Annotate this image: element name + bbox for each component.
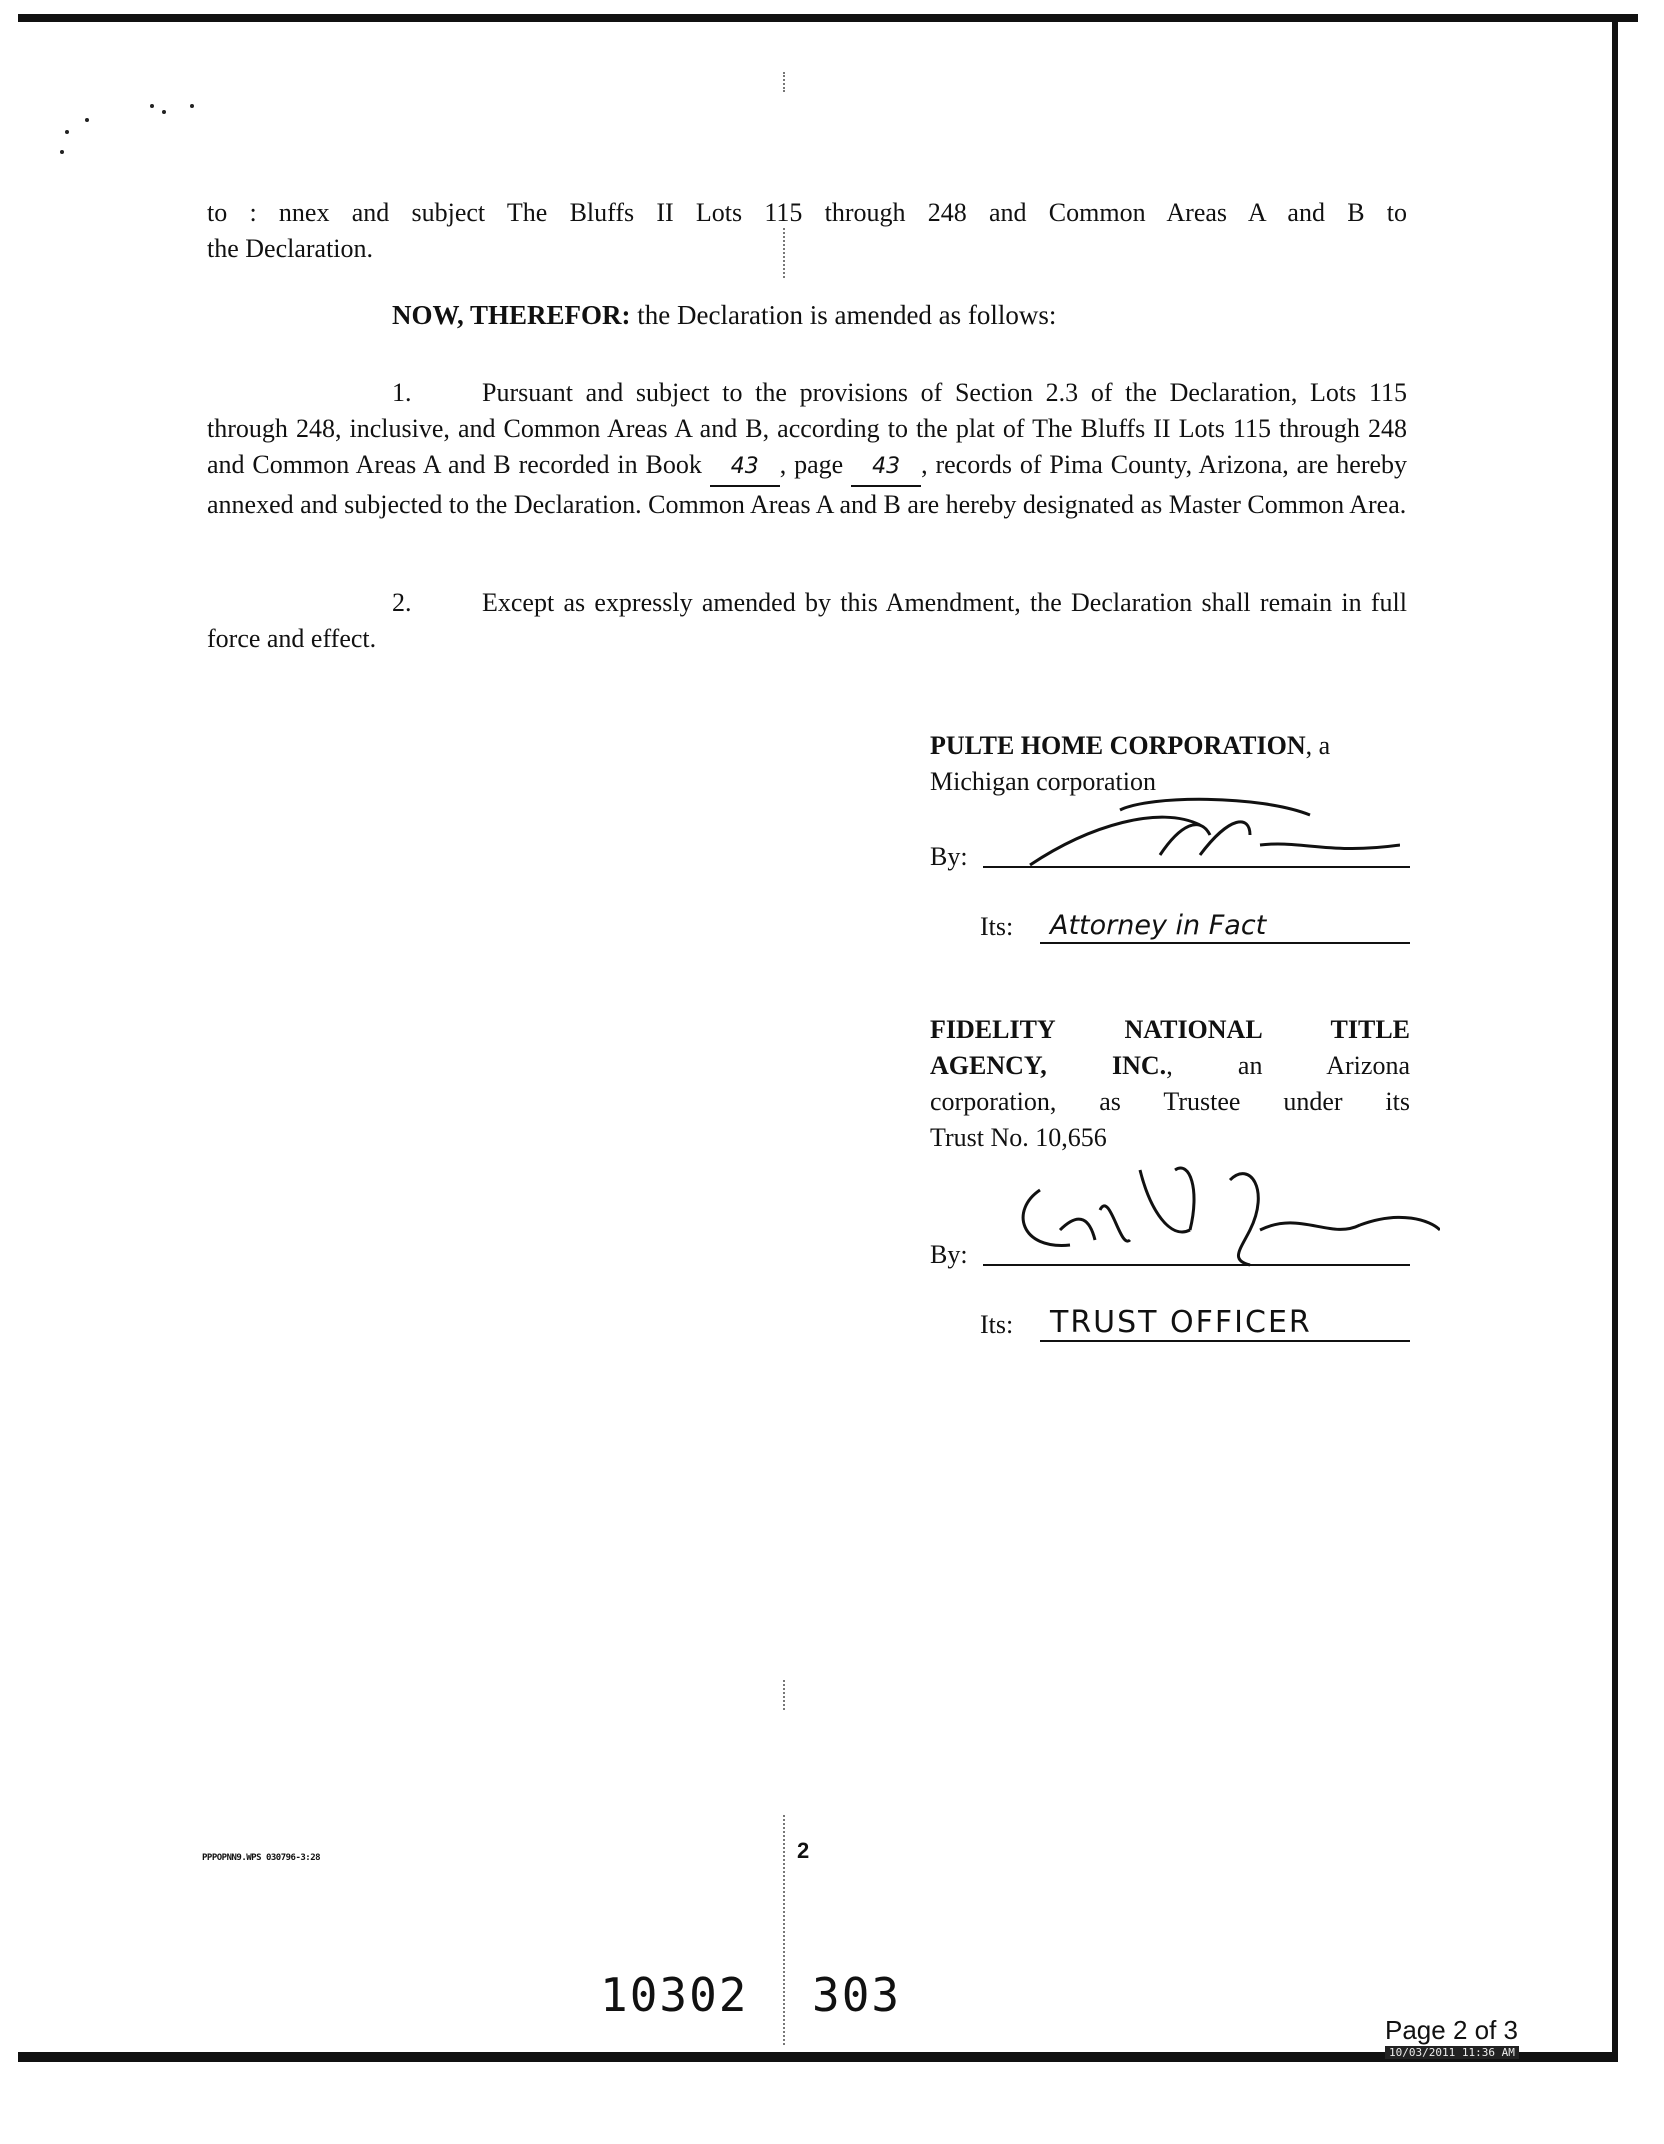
scan-speck (162, 110, 166, 114)
paragraph-1-text-a: Pursuant and subject to the provisions of Section 2.3 of the Declaration, Lots 115 through 248, inclusive, and Common Areas A and B, according to the plat of The Bluffs II Lots 115 through 248 and Common Areas A and B recorded in Book (207, 378, 1407, 479)
now-therefore-heading (392, 300, 1056, 331)
scan-speck (65, 130, 69, 134)
fidelity-line-3: corporation, as Trustee under its (930, 1087, 1410, 1116)
pulte-name-suffix: , a (1305, 731, 1331, 760)
heading-bold: NOW, THEREFOR: (392, 300, 631, 330)
scan-speck (150, 104, 154, 108)
pulte-name: PULTE HOME CORPORATION (930, 731, 1306, 760)
paragraph-1 (207, 375, 1407, 523)
preamble-line-1: to : nnex and subject The Bluffs II Lots 115 through 248 and Common Areas A and B to (207, 198, 1407, 227)
page-blank: 43 (851, 449, 921, 487)
fidelity-line-2-rest: , an Arizona (1166, 1051, 1410, 1080)
fold-mark (783, 1680, 787, 1710)
scan-speck (60, 150, 64, 154)
paragraph-1-text-b: , page (779, 450, 844, 479)
pulte-by-label: By: (930, 842, 968, 871)
fidelity-line-2-bold: AGENCY, INC. (930, 1051, 1167, 1080)
fidelity-its-value: TRUST OFFICER (1050, 1305, 1312, 1340)
page-of-total: Page 2 of 3 (1385, 2015, 1518, 2045)
scan-speck (85, 118, 89, 122)
scan-border-right (1612, 14, 1618, 2060)
pulte-its-label: Its: (980, 912, 1014, 941)
page-number: 2 (797, 1838, 810, 1863)
fold-mark (783, 72, 787, 92)
paragraph-1-number: 1. (392, 378, 412, 407)
scan-speck (190, 104, 194, 108)
recording-page: 303 (812, 1968, 902, 2022)
scan-border-bottom (18, 2052, 1618, 2062)
fidelity-by-label: By: (930, 1240, 968, 1269)
fidelity-its-line (1040, 1340, 1410, 1342)
fidelity-its-label: Its: (980, 1310, 1014, 1339)
paragraph-2-number: 2. (392, 588, 412, 617)
scan-border-top (18, 14, 1638, 22)
pulte-signature (1000, 785, 1400, 875)
preamble-line-2: the Declaration. (207, 234, 374, 263)
fidelity-line-1: FIDELITY NATIONAL TITLE (930, 1015, 1410, 1044)
signatory-fidelity (930, 1012, 1410, 1156)
paragraph-1-text-c: , records of Pima County, Arizona, are hereby annexed and subjected to the Declaration. Common Areas A and B are hereby designated as Master Common Area. (207, 450, 1408, 519)
fidelity-signature (1000, 1150, 1440, 1270)
paragraph-2-text: Except as expressly amended by this Amendment, the Declaration shall remain in full force and effect. (207, 588, 1407, 653)
print-timestamp: 10/03/2011 11:36 AM (1385, 2046, 1519, 2059)
pulte-its-line (1040, 942, 1410, 944)
heading-rest: the Declaration is amended as follows: (637, 300, 1057, 330)
book-blank: 43 (710, 449, 780, 487)
pulte-its-value: Attorney in Fact (1050, 910, 1267, 941)
fidelity-line-4: Trust No. 10,656 (930, 1123, 1107, 1152)
pulte-desc: Michigan corporation (930, 767, 1156, 796)
fold-mark (783, 1815, 787, 2045)
paragraph-2 (207, 585, 1407, 657)
preamble (207, 195, 1407, 267)
document-code: PPPOPNN9.WPS 030796-3:28 (202, 1853, 321, 1863)
recording-book: 10302 (600, 1968, 749, 2022)
